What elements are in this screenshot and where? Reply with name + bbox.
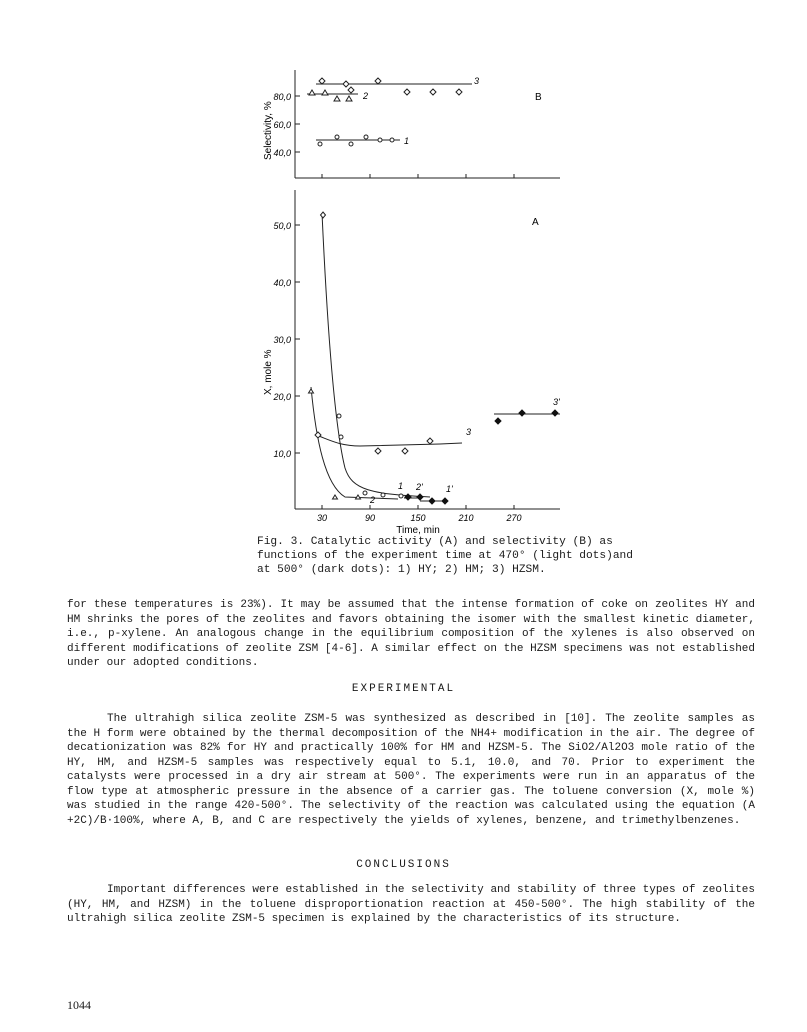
series-b1 xyxy=(316,135,409,146)
series-a2prime xyxy=(404,482,423,500)
series-a3-label: 3 xyxy=(466,427,472,437)
x-tick-270: 270 xyxy=(506,513,522,523)
panel-a-ylabel: X, mole % xyxy=(263,349,274,395)
series-a3-markers xyxy=(315,432,433,454)
caption-line-3: at 500° (dark dots): 1) HY; 2) HM; 3) HZSM. xyxy=(257,564,546,576)
series-b3-label: 3 xyxy=(474,76,480,86)
series-b3-marker xyxy=(319,78,462,95)
series-a3prime xyxy=(494,397,560,424)
x-tick-30: 30 xyxy=(316,513,328,523)
panel-b-label: B xyxy=(535,92,542,103)
figure-caption xyxy=(257,535,633,577)
page-number: 1044 xyxy=(67,998,91,1012)
panel-b-ylabel: Selectivity, % xyxy=(263,101,274,160)
panel-a-y-tick-50: 50,0 xyxy=(273,221,291,231)
panel-a-y-tick-40: 40,0 xyxy=(273,278,291,288)
x-axis-label: Time, min xyxy=(396,525,440,535)
series-a1prime xyxy=(420,484,453,504)
heading-experimental: EXPERIMENTAL xyxy=(351,683,456,695)
paragraph-experimental xyxy=(67,712,755,828)
series-a3prime-label: 3' xyxy=(553,397,560,407)
series-b2-marker xyxy=(309,90,352,101)
paragraph-continuation: for these temperatures is 23%). It may be assumed that the intense formation of coke on zeolites HY and HM shrinks the pores of the zeolites and favors obtaining the isomer with the smallest kinetic diameter, i.e., p-xylene. An analogous change in the equilibrium composition of the xylenes is also observed on different modifications of zeolite ZSM [4-6]. A similar effect on the HZSM specimens was not established under our adopted conditions. xyxy=(67,599,755,669)
series-b2-marker-diamond xyxy=(348,87,354,93)
series-b3 xyxy=(316,76,479,95)
series-a1 xyxy=(321,212,431,498)
panel-a-y-ticks xyxy=(295,225,300,453)
series-a2prime-label: 2' xyxy=(416,482,423,492)
panel-a-x-ticks xyxy=(322,505,514,509)
series-a1-label: 1 xyxy=(398,481,404,491)
series-a2-label: 2 xyxy=(370,495,376,505)
x-tick-150: 150 xyxy=(410,513,426,523)
heading-conclusions: CONCLUSIONS xyxy=(356,859,451,871)
series-a2-markers xyxy=(309,389,361,499)
panel-a-label: A xyxy=(532,217,539,228)
panel-b-y-tick-60: 60,0 xyxy=(273,120,291,130)
paragraph-conclusions-text: Important differences were established in the selectivity and stability of three types of zeolites (HY, HM, and HZSM) in the toluene disproportionation reaction at 450-500°. The high stability of the ultrahigh silica zeolite ZSM-5 specimen is explained by the characteristics of its structure. xyxy=(67,884,755,925)
series-a1-markers xyxy=(321,212,404,498)
caption-line-2: functions of the experiment time at 470° (light dots)and xyxy=(257,550,633,562)
panel-a-y-tick-20: 20,0 xyxy=(273,392,291,402)
panel-b-y-ticks xyxy=(295,96,300,152)
series-a1prime-label: 1' xyxy=(446,484,453,494)
paragraph-experimental-text: The ultrahigh silica zeolite ZSM-5 was synthesized as described in [10]. The zeolite samples as the H form were obtained by the thermal decomposition of the NH4+ modification in the air. The degree of decationization was 82% for HY and practically 100% for HM and HZSM-5. The SiO2/Al2O3 mole ratio of the HY, HM, and HZSM-5 samples was respectively equal to 5.1, 10.0, and 70. Prior to experiment the catalysts were processed in a dry air stream at 500°. The experiments were run in an apparatus of the flow type at atmospheric pressure in the absence of a carrier gas. The toluene conversion (X, mole %) was studied in the range 420-500°. The selectivity of the reaction was calculated using the equation (A +2C)/B·100%, where A, B, and C are respectively the yields of xylenes, benzene, and trimethylbenzenes. xyxy=(67,713,755,827)
panel-a-y-tick-30: 30,0 xyxy=(273,335,291,345)
caption-line-1: Fig. 3. Catalytic activity (A) and selectivity (B) as xyxy=(257,536,613,548)
series-b2-label: 2 xyxy=(363,91,369,101)
series-b1-label: 1 xyxy=(404,136,410,146)
x-tick-210: 210 xyxy=(458,513,474,523)
panel-b-y-tick-40: 40,0 xyxy=(273,148,291,158)
x-tick-90: 90 xyxy=(364,513,376,523)
series-b2 xyxy=(307,87,368,101)
panel-b-y-tick-80: 80,0 xyxy=(273,92,291,102)
panel-a-y-tick-10: 10,0 xyxy=(273,449,291,459)
panel-b-x-ticks xyxy=(322,174,514,178)
paragraph-conclusions xyxy=(67,883,755,927)
